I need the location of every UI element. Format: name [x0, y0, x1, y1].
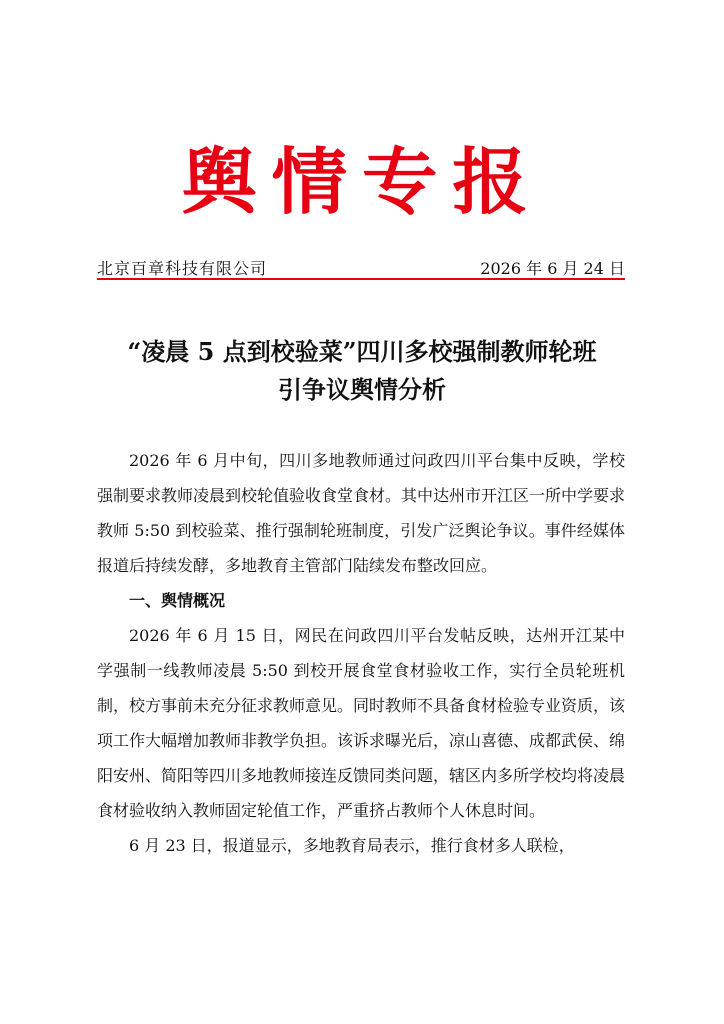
masthead-title: 舆情专报	[181, 139, 543, 224]
intro-paragraph: 2026 年 6 月中旬，四川多地教师通过问政四川平台集中反映，学校强制要求教师凌晨到校轮值验收食堂食材。其中达州市开江区一所中学要求教师 5:50 到校验菜、推行强制轮班制度，引发广泛舆论争议。事件经媒体报道后持续发酵，多地教育主管部门陆续发布整改回应。	[97, 451, 626, 575]
section-1-heading: 一、舆情概况	[129, 591, 226, 610]
report-title-line-2: 引争议舆情分析	[278, 375, 446, 404]
report-body	[97, 443, 625, 863]
report-title-line-1: “凌晨 5 点到校验菜”四川多校强制教师轮班	[127, 337, 597, 366]
report-date: 2026 年 6 月 24 日	[480, 259, 625, 278]
meta-row	[97, 256, 625, 278]
section-1-paragraph-1: 2026 年 6 月 15 日，网民在问政四川平台发帖反映，达州开江某中学强制一线教师凌晨 5:50 到校开展食堂食材验收工作，实行全员轮班机制，校方事前未充分征求教师意见。同时教师不具备食材检验专业资质，该项工作大幅增加教师非教学负担。该诉求曝光后，凉山喜德、成都武侯、绵阳安州、简阳等四川多地教师接连反馈同类问题，辖区内多所学校均将凌晨食材验收纳入教师固定轮值工作，严重挤占教师个人休息时间。	[97, 626, 626, 820]
report-title	[80, 333, 644, 409]
section-1-paragraph-2: 6 月 23 日，报道显示，多地教育局表示，推行食材多人联检，	[129, 836, 575, 855]
organization-name: 北京百章科技有限公司	[97, 259, 268, 278]
header-divider	[97, 278, 625, 280]
